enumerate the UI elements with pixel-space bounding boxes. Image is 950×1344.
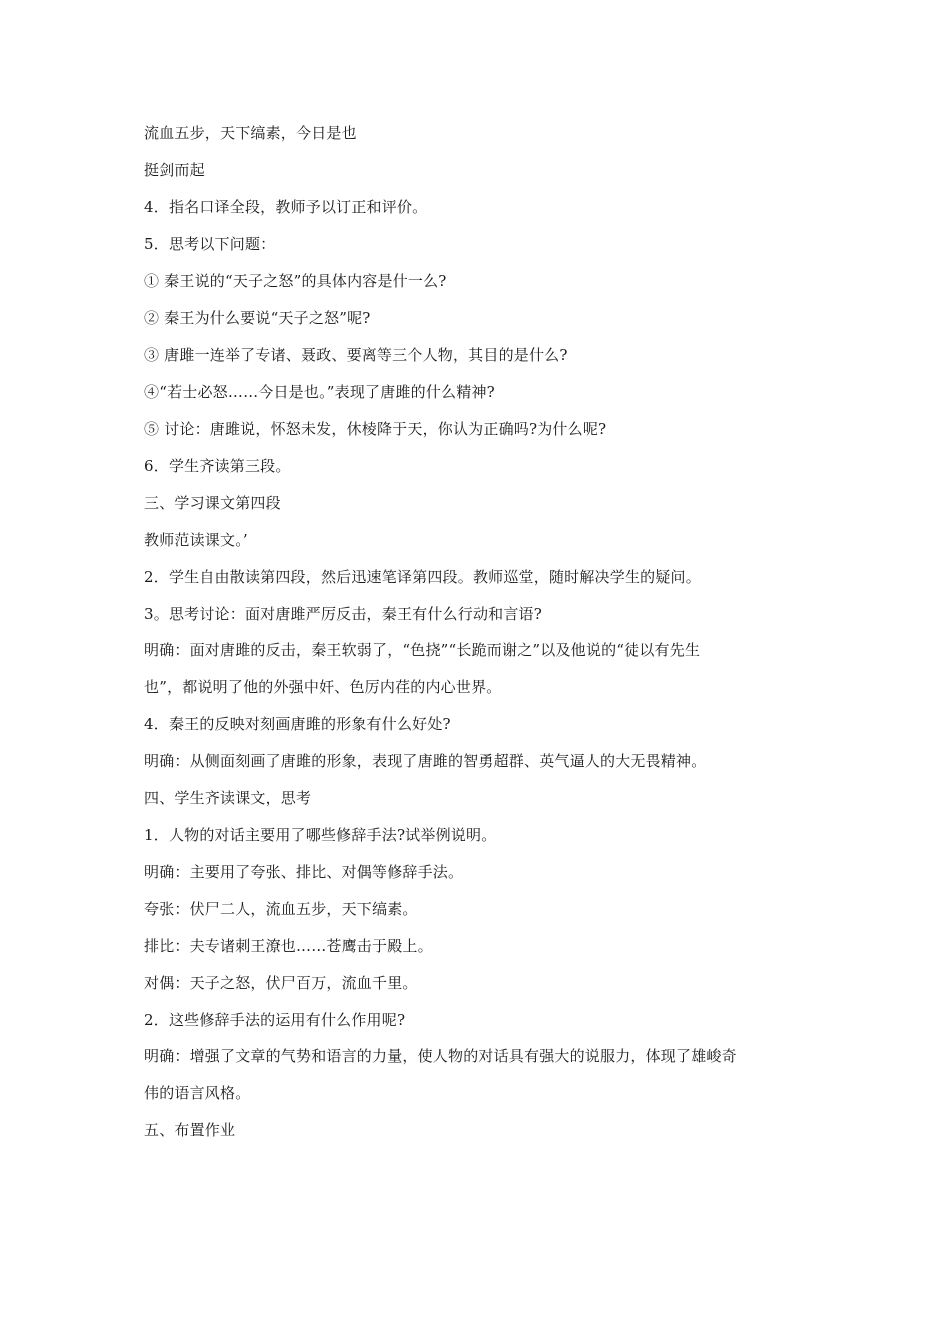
text-line: 6．学生齐读第三段。 xyxy=(144,457,291,475)
question-5: ⑤ 讨论：唐雎说，怀怒未发，休棱降于天，你认为正确吗?为什么呢? xyxy=(144,420,607,438)
text-line: 1．人物的对话主要用了哪些修辞手法?试举例说明。 xyxy=(144,826,497,844)
answer-line: 伟的语言风格。 xyxy=(144,1084,251,1102)
text-line: 教师范读课文。’ xyxy=(144,531,248,549)
text-line: 4．秦王的反映对刻画唐雎的形象有什么好处? xyxy=(144,715,451,733)
section-heading-3: 三、学习课文第四段 xyxy=(144,494,281,512)
question-3: ③ 唐雎一连举了专诸、聂政、要离等三个人物，其目的是什么? xyxy=(144,346,568,364)
question-2: ② 秦王为什么要说“天子之怒”呢? xyxy=(144,309,371,327)
text-line: 挺剑而起 xyxy=(144,161,205,179)
answer-line: 明确：主要用了夸张、排比、对偶等修辞手法。 xyxy=(144,863,464,881)
example-parallelism: 排比：夫专诸刺王潦也……苍鹰击于殿上。 xyxy=(144,937,433,955)
answer-paragraph xyxy=(144,632,814,706)
text-line: 2．学生自由散读第四段，然后迅速笔译第四段。教师巡堂，随时解决学生的疑问。 xyxy=(144,568,701,586)
answer-line: 明确：从侧面刻画了唐雎的形象，表现了唐雎的智勇超群、英气逼人的大无畏精神。 xyxy=(144,752,707,770)
example-hyperbole: 夸张：伏尸二人，流血五步，天下缟素。 xyxy=(144,900,418,918)
document-body xyxy=(144,122,814,1156)
answer-line: 明确：增强了文章的气势和语言的力量，使人物的对话具有强大的说服力，体现了雄峻奇 xyxy=(144,1047,737,1065)
example-antithesis: 对偶：天子之怒，伏尸百万，流血千里。 xyxy=(144,974,418,992)
text-line: 5．思考以下问题： xyxy=(144,235,276,253)
text-line: 3。思考讨论：面对唐雎严厉反击，秦王有什么行动和言语? xyxy=(144,605,542,623)
answer-line: 明确：面对唐雎的反击，秦王软弱了，“色挠”“长跪而谢之”以及他说的“徒以有先生 xyxy=(144,641,701,659)
text-line: 流血五步，天下缟素，今日是也 xyxy=(144,124,357,142)
section-heading-4: 四、学生齐读课文，思考 xyxy=(144,789,312,807)
section-heading-5: 五、布置作业 xyxy=(144,1121,236,1139)
text-line: 2．这些修辞手法的运用有什么作用呢? xyxy=(144,1011,406,1029)
text-line: 4．指名口译全段，教师予以订正和评价。 xyxy=(144,198,428,216)
question-1: ① 秦王说的“天子之怒”的具体内容是什一么? xyxy=(144,272,447,290)
answer-paragraph xyxy=(144,1038,814,1112)
answer-line: 也”，都说明了他的外强中奸、色厉内荏的内心世界。 xyxy=(144,678,502,696)
question-4: ④“若士必怒……今日是也。”表现了唐雎的什么精神? xyxy=(144,383,495,401)
